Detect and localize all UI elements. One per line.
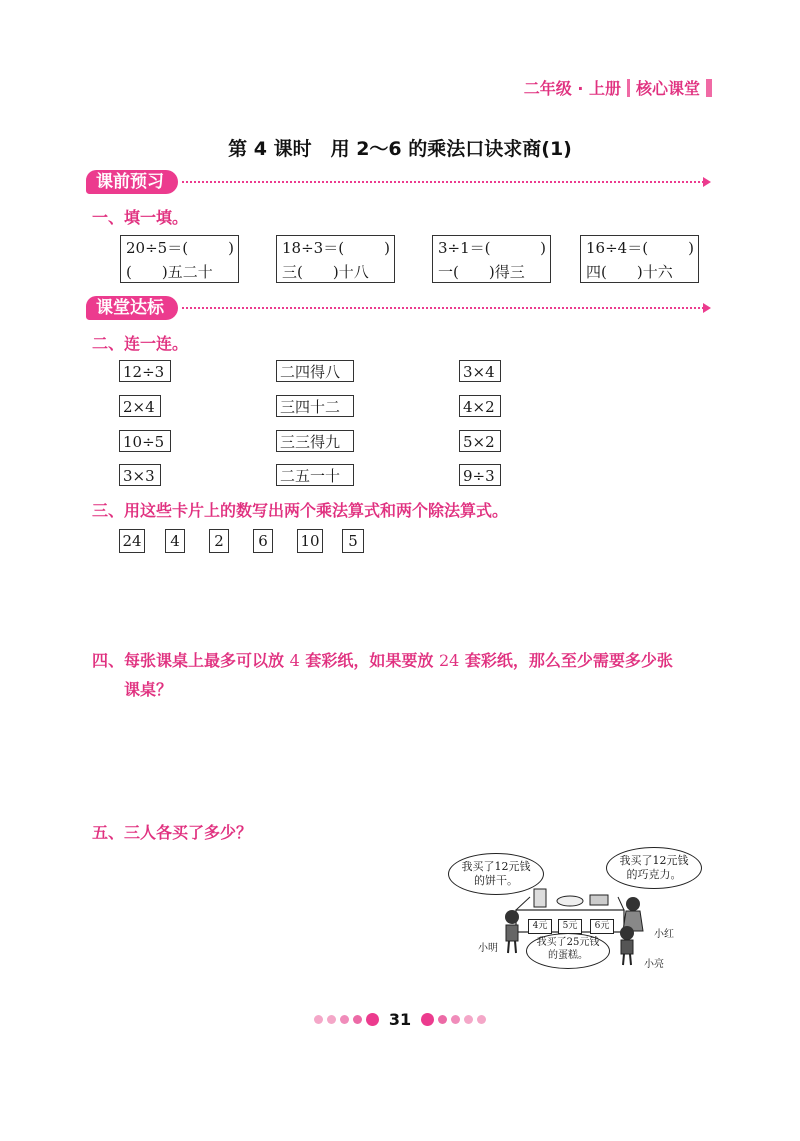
match-card-left[interactable]: 12÷3: [119, 360, 171, 382]
match-card-middle[interactable]: 二五一十: [276, 464, 354, 486]
fill-box-rhyme: 四( )十六: [586, 263, 673, 281]
page-number: 31: [388, 1010, 412, 1029]
footer-dot: [353, 1015, 362, 1024]
lesson-title: 第 4 课时 用 2～6 的乘法口诀求商(1): [228, 138, 572, 160]
question-5-title: 五、三人各买了多少？: [92, 823, 253, 842]
number-card: 24: [119, 529, 145, 553]
q4-number: 24: [438, 651, 460, 670]
grade-label: 二年级 · 上册: [523, 79, 621, 98]
footer-dot: [464, 1015, 473, 1024]
fill-box-paren: ): [540, 239, 546, 257]
fill-box-rhyme: ( )五二十: [126, 263, 213, 281]
footer-dot: [438, 1015, 447, 1024]
price-tag: 6元: [590, 919, 614, 934]
number-card: 5: [342, 529, 364, 553]
question-1-title: 一、填一填。: [92, 208, 189, 227]
number-card: 10: [297, 529, 323, 553]
fill-box: [580, 235, 699, 283]
section-dotline: [182, 181, 704, 183]
section-tag-classwork: 课堂达标: [86, 296, 178, 320]
number-card: 6: [253, 529, 273, 553]
arrow-icon: [703, 303, 711, 313]
match-card-right[interactable]: 4×2: [459, 395, 501, 417]
section-dotline: [182, 307, 704, 309]
q4-text: 套彩纸，那么至少需要多少张: [464, 651, 673, 670]
fill-box-eq: 16÷4＝(: [586, 239, 649, 257]
question-3-title: 三、用这些卡片上的数写出两个乘法算式和两个除法算式。: [92, 501, 509, 520]
name-xiaohong: 小红: [654, 929, 674, 940]
fill-box: [120, 235, 239, 283]
header-divider: [627, 79, 630, 97]
footer-dot: [477, 1015, 486, 1024]
q4-text: 四、每张课桌上最多可以放: [92, 651, 285, 670]
name-xiaoming: 小明: [478, 943, 498, 954]
fill-box-eq: 18÷3＝(: [282, 239, 345, 257]
footer-dot: [327, 1015, 336, 1024]
match-card-right[interactable]: 5×2: [459, 430, 501, 452]
speech-bubble-xiaoliang: 我买了25元钱 的蛋糕。: [526, 933, 610, 969]
footer-dot: [421, 1013, 434, 1026]
header-bar: [706, 79, 712, 97]
footer-dot: [314, 1015, 323, 1024]
q4-text: 套彩纸，如果要放: [305, 651, 434, 670]
speech-bubble-xiaoming: 我买了12元钱 的饼干。: [448, 853, 544, 895]
question-2-title: 二、连一连。: [92, 334, 189, 353]
footer-dot: [366, 1013, 379, 1026]
shopping-illustration: [448, 847, 702, 969]
match-card-middle[interactable]: 三四十二: [276, 395, 354, 417]
question-4-title: [92, 648, 673, 671]
fill-box: [276, 235, 395, 283]
fill-box-eq: 20÷5＝(: [126, 239, 189, 257]
price-tag: 4元: [528, 919, 552, 934]
footer-dot: [340, 1015, 349, 1024]
fill-box-paren: ): [384, 239, 390, 257]
question-4-title-line2: 课桌？: [124, 680, 173, 699]
match-card-right[interactable]: 9÷3: [459, 464, 501, 486]
fill-box-paren: ): [228, 239, 234, 257]
fill-box: [432, 235, 551, 283]
fill-box-rhyme: 三( )十八: [282, 263, 369, 281]
match-card-left[interactable]: 10÷5: [119, 430, 171, 452]
book-header: [524, 76, 712, 99]
match-card-left[interactable]: 3×3: [119, 464, 161, 486]
footer-dot: [451, 1015, 460, 1024]
match-card-middle[interactable]: 二四得八: [276, 360, 354, 382]
fill-box-rhyme: 一( )得三: [438, 263, 525, 281]
page-footer: [0, 1010, 800, 1029]
fill-box-eq: 3÷1＝(: [438, 239, 491, 257]
fill-box-paren: ): [688, 239, 694, 257]
number-card: 2: [209, 529, 229, 553]
number-card: 4: [165, 529, 185, 553]
book-label: 核心课堂: [635, 79, 700, 98]
section-tag-preview: 课前预习: [86, 170, 178, 194]
q4-number: 4: [289, 651, 300, 670]
match-card-right[interactable]: 3×4: [459, 360, 501, 382]
speech-bubble-xiaohong: 我买了12元钱 的巧克力。: [606, 847, 702, 889]
match-card-left[interactable]: 2×4: [119, 395, 161, 417]
match-card-middle[interactable]: 三三得九: [276, 430, 354, 452]
price-tag: 5元: [558, 919, 582, 934]
arrow-icon: [703, 177, 711, 187]
name-xiaoliang: 小亮: [644, 959, 664, 970]
